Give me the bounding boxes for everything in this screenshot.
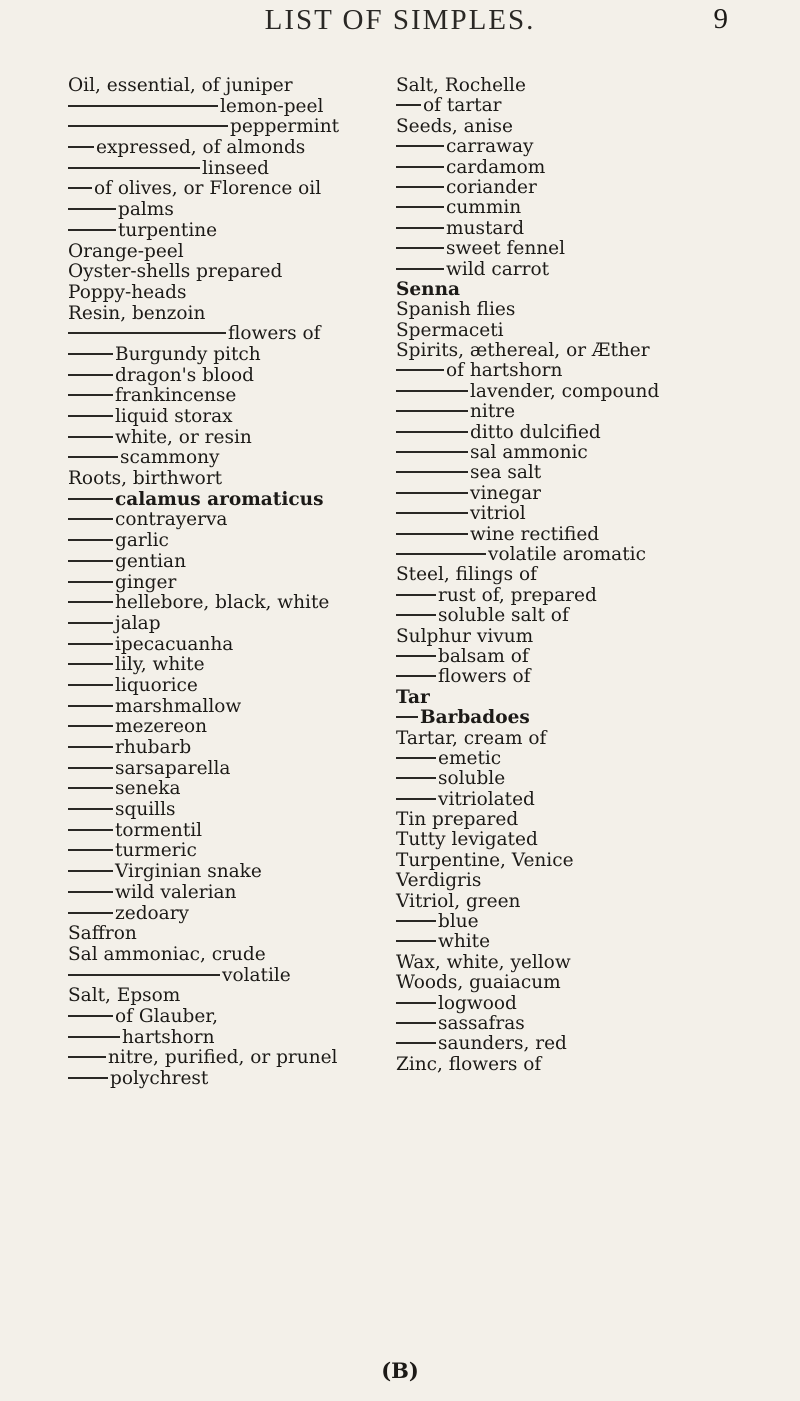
list-item [396,810,736,830]
list-item [396,484,736,504]
list-item-text: turmeric [115,840,197,862]
ditto-dash [68,125,228,127]
list-item [396,932,736,952]
list-item-text: ginger [115,571,177,593]
list-item-text: of tartar [423,95,502,117]
list-item [68,428,380,449]
list-item [68,841,380,862]
ditto-dash [68,539,113,541]
ditto-dash [68,746,113,748]
list-item [68,635,380,656]
ditto-dash [396,145,444,147]
ditto-dash [68,974,220,976]
ditto-dash [68,229,116,231]
ditto-dash [68,891,113,893]
ditto-dash [396,675,436,677]
ditto-dash [396,186,444,188]
list-item [396,280,736,300]
ditto-dash [396,431,468,433]
list-item-text: turpentine [118,219,218,241]
list-item-text: Saffron [68,923,137,945]
right-column [396,76,736,1075]
list-item [396,525,736,545]
list-item-text: Wax, white, yellow [396,951,571,973]
list-item [396,851,736,871]
list-item [68,883,380,904]
list-item [68,821,380,842]
ditto-dash [68,1077,108,1079]
list-item-text: sweet fennel [446,238,566,260]
ditto-dash [396,716,418,718]
list-item-text: mezereon [115,716,208,738]
list-item-text: linseed [202,157,269,179]
list-item-text: volatile [222,964,291,986]
list-item-text: mustard [446,217,525,239]
list-item-text: calamus aromaticus [115,488,324,510]
list-item [68,531,380,552]
list-item-text: hellebore, black, white [115,592,330,614]
list-item [68,1007,380,1028]
list-item-text: Sal ammoniac, crude [68,943,266,965]
list-item-text: sal ammonic [470,442,588,464]
list-item [396,219,736,239]
list-item [68,510,380,531]
ditto-dash [396,390,468,392]
list-item-text: soluble salt of [438,605,569,627]
list-item [396,341,736,361]
ditto-dash [68,105,218,107]
list-item [68,966,380,987]
list-item [68,655,380,676]
ditto-dash [396,471,468,473]
list-item [396,1055,736,1075]
list-item-text: of Glauber, [115,1005,218,1027]
ditto-dash [396,614,436,616]
list-item-text: emetic [438,747,502,769]
list-item-text: jalap [115,612,161,634]
ditto-dash [68,146,94,148]
list-item [396,382,736,402]
list-item [396,463,736,483]
ditto-dash [68,870,113,872]
list-item [68,304,380,325]
list-item-text: lemon-peel [220,95,324,117]
ditto-dash [396,533,468,535]
list-item [396,96,736,116]
list-item [396,443,736,463]
list-item-text: scammony [120,447,220,469]
list-item-text: Tutty levigated [396,829,538,851]
list-item [68,324,380,345]
list-item [68,800,380,821]
list-item [68,366,380,387]
list-item-text: sea salt [470,462,542,484]
list-item-text: of olives, or Florence oil [94,178,322,200]
list-item-text: Roots, birthwort [68,468,223,490]
list-item [68,1028,380,1049]
list-item-text: saunders, red [438,1033,567,1055]
list-item-text: Zinc, flowers of [396,1053,542,1075]
list-item [68,738,380,759]
list-item-text: marshmallow [115,695,242,717]
list-item-text: vinegar [470,482,541,504]
list-item-text: contrayerva [115,509,228,531]
list-item-text: rhubarb [115,737,192,758]
list-item-text: liquid storax [115,406,233,427]
ditto-dash [396,594,436,596]
list-item [396,892,736,912]
list-item-text: volatile aromatic [488,543,646,565]
list-item-text: frankincense [115,385,237,407]
list-item [68,924,380,945]
ditto-dash [396,655,436,657]
ditto-dash [396,369,444,371]
list-item [68,97,380,118]
list-item-text: Virginian snake [115,861,262,883]
list-item [396,749,736,769]
ditto-dash [68,374,113,376]
list-item [396,606,736,626]
list-item-text: wild carrot [446,258,550,280]
ditto-dash [68,912,113,914]
list-item-text: Spirits, æthereal, or Æther [396,340,650,362]
list-item-text: blue [438,911,479,933]
list-item-text: Verdigris [396,870,482,892]
list-item [396,667,736,687]
list-item-text: nitre [470,401,516,423]
ditto-dash [396,451,468,453]
ditto-dash [68,705,113,707]
list-item [396,647,736,667]
list-item [396,790,736,810]
ditto-dash [68,436,113,438]
list-item-text: Tar [396,686,430,708]
list-item [68,386,380,407]
list-item-text: soluble [438,768,506,790]
list-item [396,76,736,96]
ditto-dash [396,227,444,229]
list-item [396,300,736,320]
list-item-text: Oyster-shells prepared [68,261,283,283]
ditto-dash [396,1002,436,1004]
list-item-text: white, or resin [115,426,252,448]
list-item-text: Spermaceti [396,319,504,341]
ditto-dash [68,167,200,169]
list-item-text: Poppy-heads [68,281,187,303]
ditto-dash [68,622,113,624]
list-item-text: ipecacuanha [115,633,234,655]
ditto-dash [396,777,436,779]
list-item-text: zedoary [115,902,189,924]
list-item-text: peppermint [230,116,340,138]
list-item [68,759,380,780]
list-item-text: dragon's blood [115,364,254,386]
ditto-dash [68,1056,106,1058]
list-item-text: Resin, benzoin [68,302,206,324]
list-item [396,361,736,381]
list-item-text: cardamom [446,156,546,178]
list-item [68,262,380,283]
list-item [68,76,380,97]
list-item-text: Barbadoes [420,707,530,729]
ditto-dash [68,332,226,334]
list-item [396,973,736,993]
ditto-dash [396,553,486,555]
list-item [396,627,736,647]
list-item-text: Steel, filings of [396,564,537,586]
list-item-text: sarsaparella [115,757,231,779]
list-item-text: squills [115,799,176,821]
list-item [396,729,736,749]
ditto-dash [68,187,92,189]
list-item-text: rust of, prepared [438,584,597,606]
list-item [68,1048,380,1069]
list-item [68,345,380,366]
list-item-text: sassafras [438,1012,525,1034]
ditto-dash [396,512,468,514]
list-item [68,179,380,200]
list-item [396,137,736,157]
list-item [396,769,736,789]
list-item [68,573,380,594]
ditto-dash [396,757,436,759]
list-item-text: vitriol [470,503,526,525]
ditto-dash [68,560,113,562]
list-item [396,708,736,728]
ditto-dash [68,1036,120,1038]
ditto-dash [68,1015,113,1017]
list-item-text: logwood [438,992,517,1014]
list-item-text: Seeds, anise [396,115,513,137]
list-item-text: gentian [115,550,187,572]
ditto-dash [68,456,118,458]
ditto-dash [68,498,113,500]
list-item [396,586,736,606]
list-item [68,407,380,428]
list-item [68,945,380,966]
list-item [68,717,380,738]
list-item-text: flowers of [438,666,531,688]
list-item-text: liquorice [115,674,198,696]
list-item-text: Senna [396,278,461,300]
list-item [396,565,736,585]
list-item-text: Woods, guaiacum [396,972,561,994]
ditto-dash [68,643,113,645]
list-item [68,117,380,138]
list-item [396,994,736,1014]
list-item [68,1069,380,1090]
list-item [396,321,736,341]
list-item [68,904,380,925]
list-item [396,688,736,708]
list-item [396,158,736,178]
list-item [68,676,380,697]
ditto-dash [68,849,113,851]
list-item [396,178,736,198]
list-item [68,200,380,221]
list-item-text: coriander [446,176,537,198]
list-item-text: Tin prepared [396,809,519,831]
ditto-dash [68,581,113,583]
ditto-dash [68,829,113,831]
ditto-dash [68,415,113,417]
ditto-dash [68,601,113,603]
ditto-dash [68,684,113,686]
list-item [396,1014,736,1034]
list-item-text: Salt, Epsom [68,985,181,1007]
ditto-dash [396,1022,436,1024]
list-item-text: flowers of [228,323,321,345]
list-item-text: vitriolated [438,788,535,810]
list-item [396,402,736,422]
list-item-text: balsam of [438,645,529,667]
ditto-dash [396,1042,436,1044]
ditto-dash [68,808,113,810]
ditto-dash [396,492,468,494]
list-item [396,239,736,259]
ditto-dash [68,663,113,665]
list-item-text: tormentil [115,819,203,841]
ditto-dash [396,104,421,106]
list-item-text: Spanish flies [396,299,516,321]
ditto-dash [68,518,113,520]
list-item-text: Orange-peel [68,240,184,262]
list-item-text: Burgundy pitch [115,343,261,365]
ditto-dash [68,787,113,789]
list-item-text: palms [118,199,174,221]
list-item-text: of hartshorn [446,360,563,382]
left-column [68,76,380,1090]
list-item-text: Turpentine, Venice [396,849,574,871]
list-item [68,697,380,718]
list-item [396,198,736,218]
ditto-dash [68,394,113,396]
list-item-text: hartshorn [122,1026,215,1048]
list-item-text: Vitriol, green [396,890,521,912]
list-item-text: seneka [115,778,181,800]
list-item-text: wine rectified [470,523,600,545]
page-header [0,0,800,44]
list-item [396,830,736,850]
list-item [68,221,380,242]
list-item [396,953,736,973]
ditto-dash [68,767,113,769]
list-item-text: Tartar, cream of [396,727,547,749]
ditto-dash [396,206,444,208]
list-item [396,423,736,443]
list-item [68,862,380,883]
list-item-text: expressed, of almonds [96,137,306,159]
list-item [68,283,380,304]
list-item [396,1034,736,1054]
list-item [68,448,380,469]
list-item [68,552,380,573]
list-item-text: Salt, Rochelle [396,75,526,96]
list-item [396,912,736,932]
list-item [68,242,380,263]
list-item [68,593,380,614]
ditto-dash [396,798,436,800]
list-item [68,490,380,511]
list-item-text: cummin [446,197,522,219]
page-number: 9 [713,3,728,35]
list-item [68,159,380,180]
list-item-text: wild valerian [115,881,237,903]
list-item [396,504,736,524]
list-item-text: lavender, compound [470,380,660,402]
ditto-dash [396,166,444,168]
list-item [396,260,736,280]
ditto-dash [396,920,436,922]
list-item-text: white [438,931,491,953]
list-item [396,545,736,565]
ditto-dash [396,410,468,412]
list-item [396,871,736,891]
list-item-text: nitre, purified, or prunel [108,1047,338,1069]
signature-mark: (B) [381,1358,419,1383]
list-item [396,117,736,137]
list-item-text: garlic [115,530,169,552]
ditto-dash [396,268,444,270]
list-item [68,138,380,159]
ditto-dash [68,208,116,210]
list-item-text: Sulphur vivum [396,625,534,647]
ditto-dash [396,247,444,249]
running-title: LIST OF SIMPLES. [264,4,536,36]
ditto-dash [396,940,436,942]
list-item [68,614,380,635]
list-item-text: polychrest [110,1068,209,1089]
list-item [68,986,380,1007]
ditto-dash [68,353,113,355]
ditto-dash [68,725,113,727]
list-item [68,779,380,800]
list-item-text: lily, white [115,654,205,676]
list-item [68,469,380,490]
list-item-text: carraway [446,136,534,158]
list-item-text: Oil, essential, of juniper [68,75,293,96]
list-item-text: ditto dulcified [470,421,601,443]
